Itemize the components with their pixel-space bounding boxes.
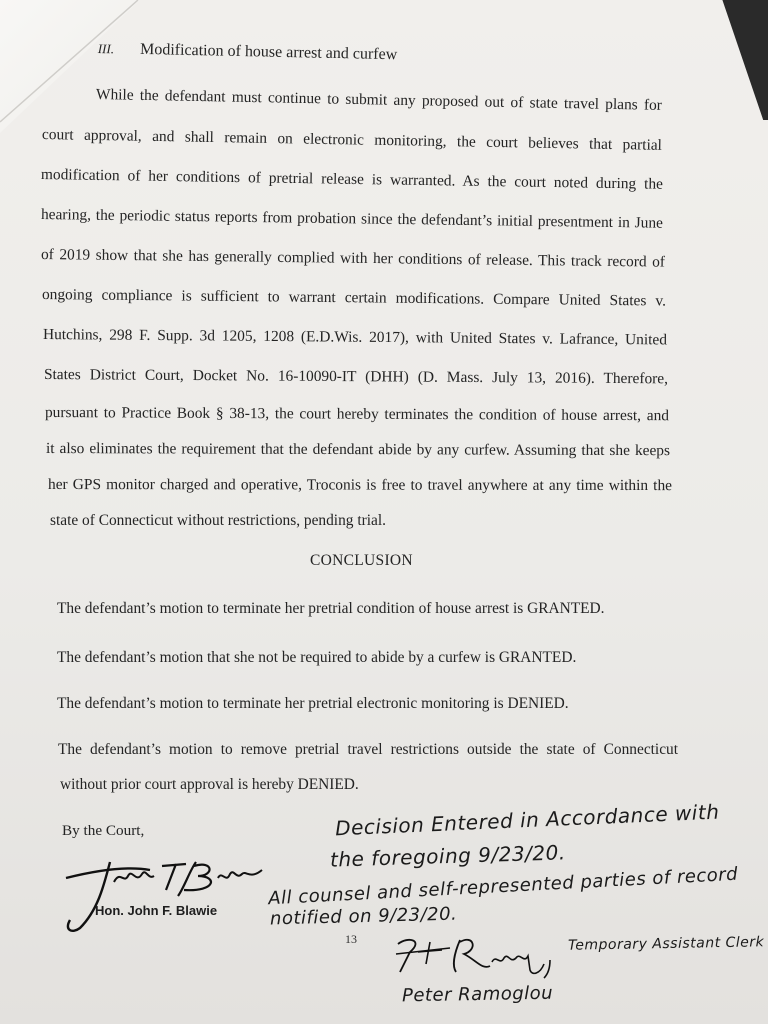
section-number: III. bbox=[97, 40, 115, 57]
order-line: The defendant’s motion to terminate her pretrial condition of house arrest is GRANTED. bbox=[57, 600, 605, 617]
handwritten-line: the foregoing 9/23/20. bbox=[329, 840, 566, 872]
judge-name: Hon. John F. Blawie bbox=[95, 903, 218, 918]
judge-signature bbox=[58, 840, 268, 940]
by-the-court: By the Court, bbox=[62, 822, 145, 839]
order-line: The defendant’s motion to remove pretrial travel restrictions outside the state of Connecticut bbox=[58, 741, 678, 758]
handwritten-line: Decision Entered in Accordance with bbox=[334, 799, 720, 841]
section-title: Modification of house arrest and curfew bbox=[139, 40, 398, 64]
paragraph-line: modification of her conditions of pretrial release is warranted. As the court noted during the bbox=[40, 166, 664, 193]
handwritten-line: notified on 9/23/20. bbox=[269, 903, 458, 930]
order-line: The defendant’s motion to terminate her pretrial electronic monitoring is DENIED. bbox=[57, 695, 569, 712]
paragraph-line: court approval, and shall remain on electronic monitoring, the court believes that partial bbox=[41, 126, 663, 154]
handwritten-line: Peter Ramoglou bbox=[401, 982, 554, 1007]
paragraph-line: her GPS monitor charged and operative, Troconis is free to travel anywhere at any time within the bbox=[47, 476, 673, 495]
page-number: 13 bbox=[345, 932, 357, 946]
paragraph-line: it also eliminates the requirement that the defendant abide by any curfew. Assuming that she keeps bbox=[45, 440, 671, 460]
paragraph-line: Hutchins, 298 F. Supp. 3d 1205, 1208 (E.D.Wis. 2017), with United States v. Lafrance, United bbox=[42, 326, 668, 349]
paragraph-line: state of Connecticut without restrictions, pending trial. bbox=[50, 512, 386, 529]
order-line: The defendant’s motion that she not be required to abide by a curfew is GRANTED. bbox=[57, 649, 577, 666]
conclusion-heading: CONCLUSION bbox=[310, 552, 413, 569]
paragraph-line: States District Court, Docket No. 16-10090-IT (DHH) (D. Mass. July 13, 2016). Therefore, bbox=[43, 366, 669, 388]
paragraph-line: hearing, the periodic status reports from probation since the defendant’s initial presentment in June bbox=[40, 206, 664, 232]
handwritten-line: All counsel and self-represented parties of record bbox=[267, 863, 739, 910]
paragraph-line: While the defendant must continue to submit any proposed out of state travel plans for bbox=[95, 86, 663, 114]
background-corner bbox=[648, 0, 768, 120]
order-line: without prior court approval is hereby DENIED. bbox=[60, 776, 359, 793]
handwritten-line: Temporary Assistant Clerk bbox=[567, 934, 765, 954]
paragraph-line: pursuant to Practice Book § 38-13, the court hereby terminates the condition of house arrest, and bbox=[44, 404, 670, 425]
paragraph-line: ongoing compliance is sufficient to warrant certain modifications. Compare United States v. bbox=[41, 286, 667, 310]
paragraph-line: of 2019 show that she has generally complied with her conditions of release. This track record of bbox=[40, 246, 666, 271]
clerk-signature bbox=[390, 930, 560, 980]
